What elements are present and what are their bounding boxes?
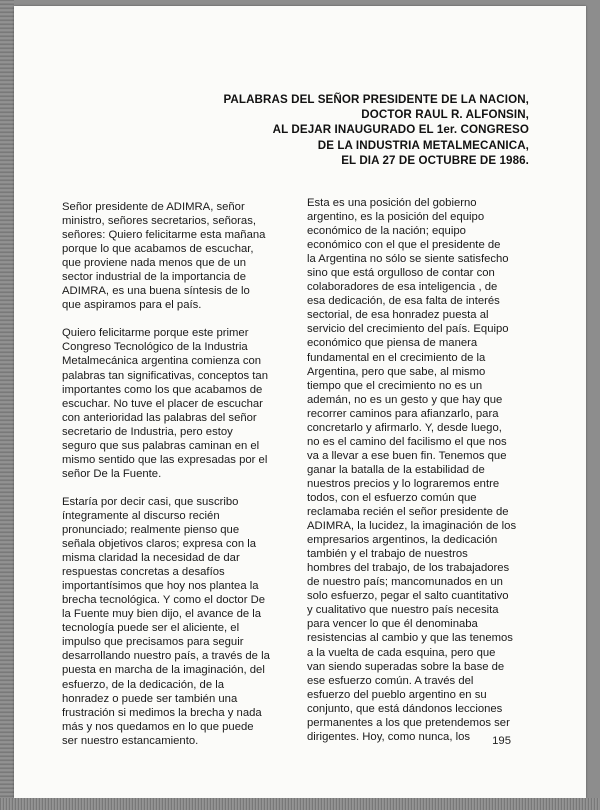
text-line: puesta en marcha de la imaginación, del (62, 664, 265, 677)
text-line: Argentina, pero que sabe, al mismo (307, 365, 486, 378)
text-line: seguro que sus palabras caminan en el (62, 439, 260, 452)
text-line: empresarios argentinos, la dedicación (307, 534, 498, 547)
text-line: con anterioridad las palabras del señor (62, 411, 257, 424)
paragraph (307, 196, 547, 744)
text-line: honradez o puede ser también una (62, 692, 238, 705)
text-line: sector industrial de la importancia de (62, 271, 246, 284)
text-line: señores: Quiero felicitarme esta mañana (62, 229, 266, 242)
text-line: nuestros precios y lo lograremos entre (307, 477, 500, 490)
text-line: impulso que precisamos para seguir (62, 636, 244, 649)
text-line: importantísimos que hoy nos plantea la (62, 580, 259, 593)
text-line: fundamental en el crecimiento de la (307, 351, 486, 364)
heading-line: EL DIA 27 DE OCTUBRE DE 1986. (341, 153, 529, 167)
text-line: pronunciado; realmente pienso que (62, 523, 240, 536)
text-line: mismo sentido que las expresadas por el (62, 453, 268, 466)
text-line: respuestas concretas a desafíos (62, 566, 225, 579)
text-line: ganar la batalla de la estabilidad de (307, 463, 485, 476)
text-line: Quiero felicitarme porque este primer (62, 327, 249, 340)
text-line: tecnología puede ser el aliciente, el (62, 622, 240, 635)
scan-left-edge (0, 0, 14, 810)
text-line: la Fuente muy bien dijo, el avance de la (62, 608, 262, 621)
heading-line: PALABRAS DEL SEÑOR PRESIDENTE DE LA NACION, (223, 93, 529, 106)
text-line: ese esfuerzo común. A través del (307, 674, 474, 687)
text-line: la Argentina no sólo se siente satisfecho (307, 253, 509, 266)
text-line: más y nos quedamos en lo que puede (62, 720, 254, 733)
text-line: permanentes a los que pretendemos ser (307, 716, 510, 729)
text-line: concretarlo y afirmarlo. Y, desde luego, (307, 421, 502, 434)
text-line: Metalmecánica argentina comienza con (62, 355, 262, 368)
text-line: misma claridad la necesidad de dar (62, 552, 240, 565)
text-line: dirigentes. Hoy, como nunca, los (307, 730, 471, 743)
text-line: ademán, no es un gesto y que hay que (307, 393, 503, 406)
scan-bottom-edge (0, 798, 600, 810)
text-line: resistencias al cambio y que las tenemos (307, 632, 513, 645)
text-line: secretario de Industria, pero estoy (62, 425, 233, 438)
paragraph (62, 495, 294, 748)
text-line: íntegramente al discurso recién (62, 509, 220, 522)
text-line: a la vuelta de cada esquina, pero que (307, 646, 496, 659)
text-line: ADIMRA, la lucidez, la imaginación de los (307, 520, 517, 533)
text-line: esfuerzo, de la dedicación, de la (62, 678, 225, 691)
paragraph (62, 326, 294, 481)
text-line: que proviene nada menos que de un (62, 257, 247, 270)
text-line: también y el trabajo de nuestros (307, 548, 468, 561)
left-column (62, 200, 294, 762)
text-line: y cualitativo que nuestro país necesita (307, 604, 499, 617)
text-line: hombres del trabajo, de los trabajadores (307, 562, 510, 575)
text-line: ser nuestro estancamiento. (62, 734, 199, 747)
text-line: económico de la nación; equipo (307, 225, 466, 238)
text-line: que aspiramos para el país. (62, 299, 202, 312)
text-line: escuchar. No tuve el placer de escuchar (62, 397, 263, 410)
text-line: van siendo superadas sobre la base de (307, 660, 505, 673)
text-line: señor De la Fuente. (62, 467, 162, 480)
text-line: va a llevar a ese buen fin. Tenemos que (307, 449, 507, 462)
text-line: de nuestro país; mancomunados en un (307, 576, 503, 589)
text-line: ADIMRA, es una buena síntesis de lo (62, 285, 250, 298)
text-line: no es el camino del facilismo el que nos (307, 435, 507, 448)
text-line: señala objetivos claros; expresa con la (62, 538, 257, 551)
paragraph (62, 200, 294, 312)
text-line: porque lo que acabamos de escuchar, (62, 243, 254, 256)
document-page (14, 6, 586, 798)
text-line: servicio del crecimiento del país. Equipo (307, 323, 509, 336)
text-line: esa dedicación, de esa falta de interés (307, 295, 500, 308)
text-line: colaboradores de esa inteligencia , de (307, 281, 498, 294)
text-line: todos, con el esfuerzo común que (307, 491, 477, 504)
text-line: brecha tecnológica. Y como el doctor De (62, 594, 266, 607)
text-line: Esta es una posición del gobierno (307, 197, 477, 209)
heading-line: DE LA INDUSTRIA METALMECANICA, (317, 138, 529, 152)
heading-line: DOCTOR RAUL R. ALFONSIN, (361, 108, 529, 122)
speech-heading (223, 92, 529, 168)
text-line: tiempo que el crecimiento no es un (307, 379, 483, 392)
text-line: económico con el que el presidente de (307, 239, 501, 252)
text-line: para vencer lo que él denominaba (307, 618, 478, 631)
text-line: argentino, es la posición del equipo (307, 211, 485, 224)
right-column (307, 196, 547, 758)
text-line: esfuerzo del pueblo argentino en su (307, 688, 487, 701)
text-line: conjunto, que está dándonos lecciones (307, 702, 503, 715)
text-line: importantes como los que acabamos de (62, 383, 263, 396)
text-line: recorrer caminos para afianzarlo, para (307, 407, 499, 420)
text-line: ministro, señores secretarios, señoras, (62, 215, 257, 228)
text-line: económico que piensa de manera (307, 337, 478, 350)
text-line: frustración si medimos la brecha y nada (62, 706, 262, 719)
text-line: solo esfuerzo, pegar el salto cuantitativo (307, 590, 509, 603)
text-line: reclamaba recién el señor presidente de (307, 506, 509, 519)
text-line: sino que está orgulloso de contar con (307, 267, 495, 280)
heading-line: AL DEJAR INAUGURADO EL 1er. CONGRESO (272, 123, 529, 137)
text-line: desarrollando nuestro país, a través de la (62, 650, 270, 663)
page-number: 195 (492, 735, 511, 747)
text-line: Estaría por decir casi, que suscribo (62, 495, 239, 508)
text-line: sectorial, de esa honradez puesta al (307, 309, 489, 322)
text-line: Congreso Tecnológico de la Industria (62, 341, 248, 354)
text-line: palabras tan significativas, conceptos tan (62, 369, 268, 382)
text-line: Señor presidente de ADIMRA, señor (62, 201, 245, 213)
